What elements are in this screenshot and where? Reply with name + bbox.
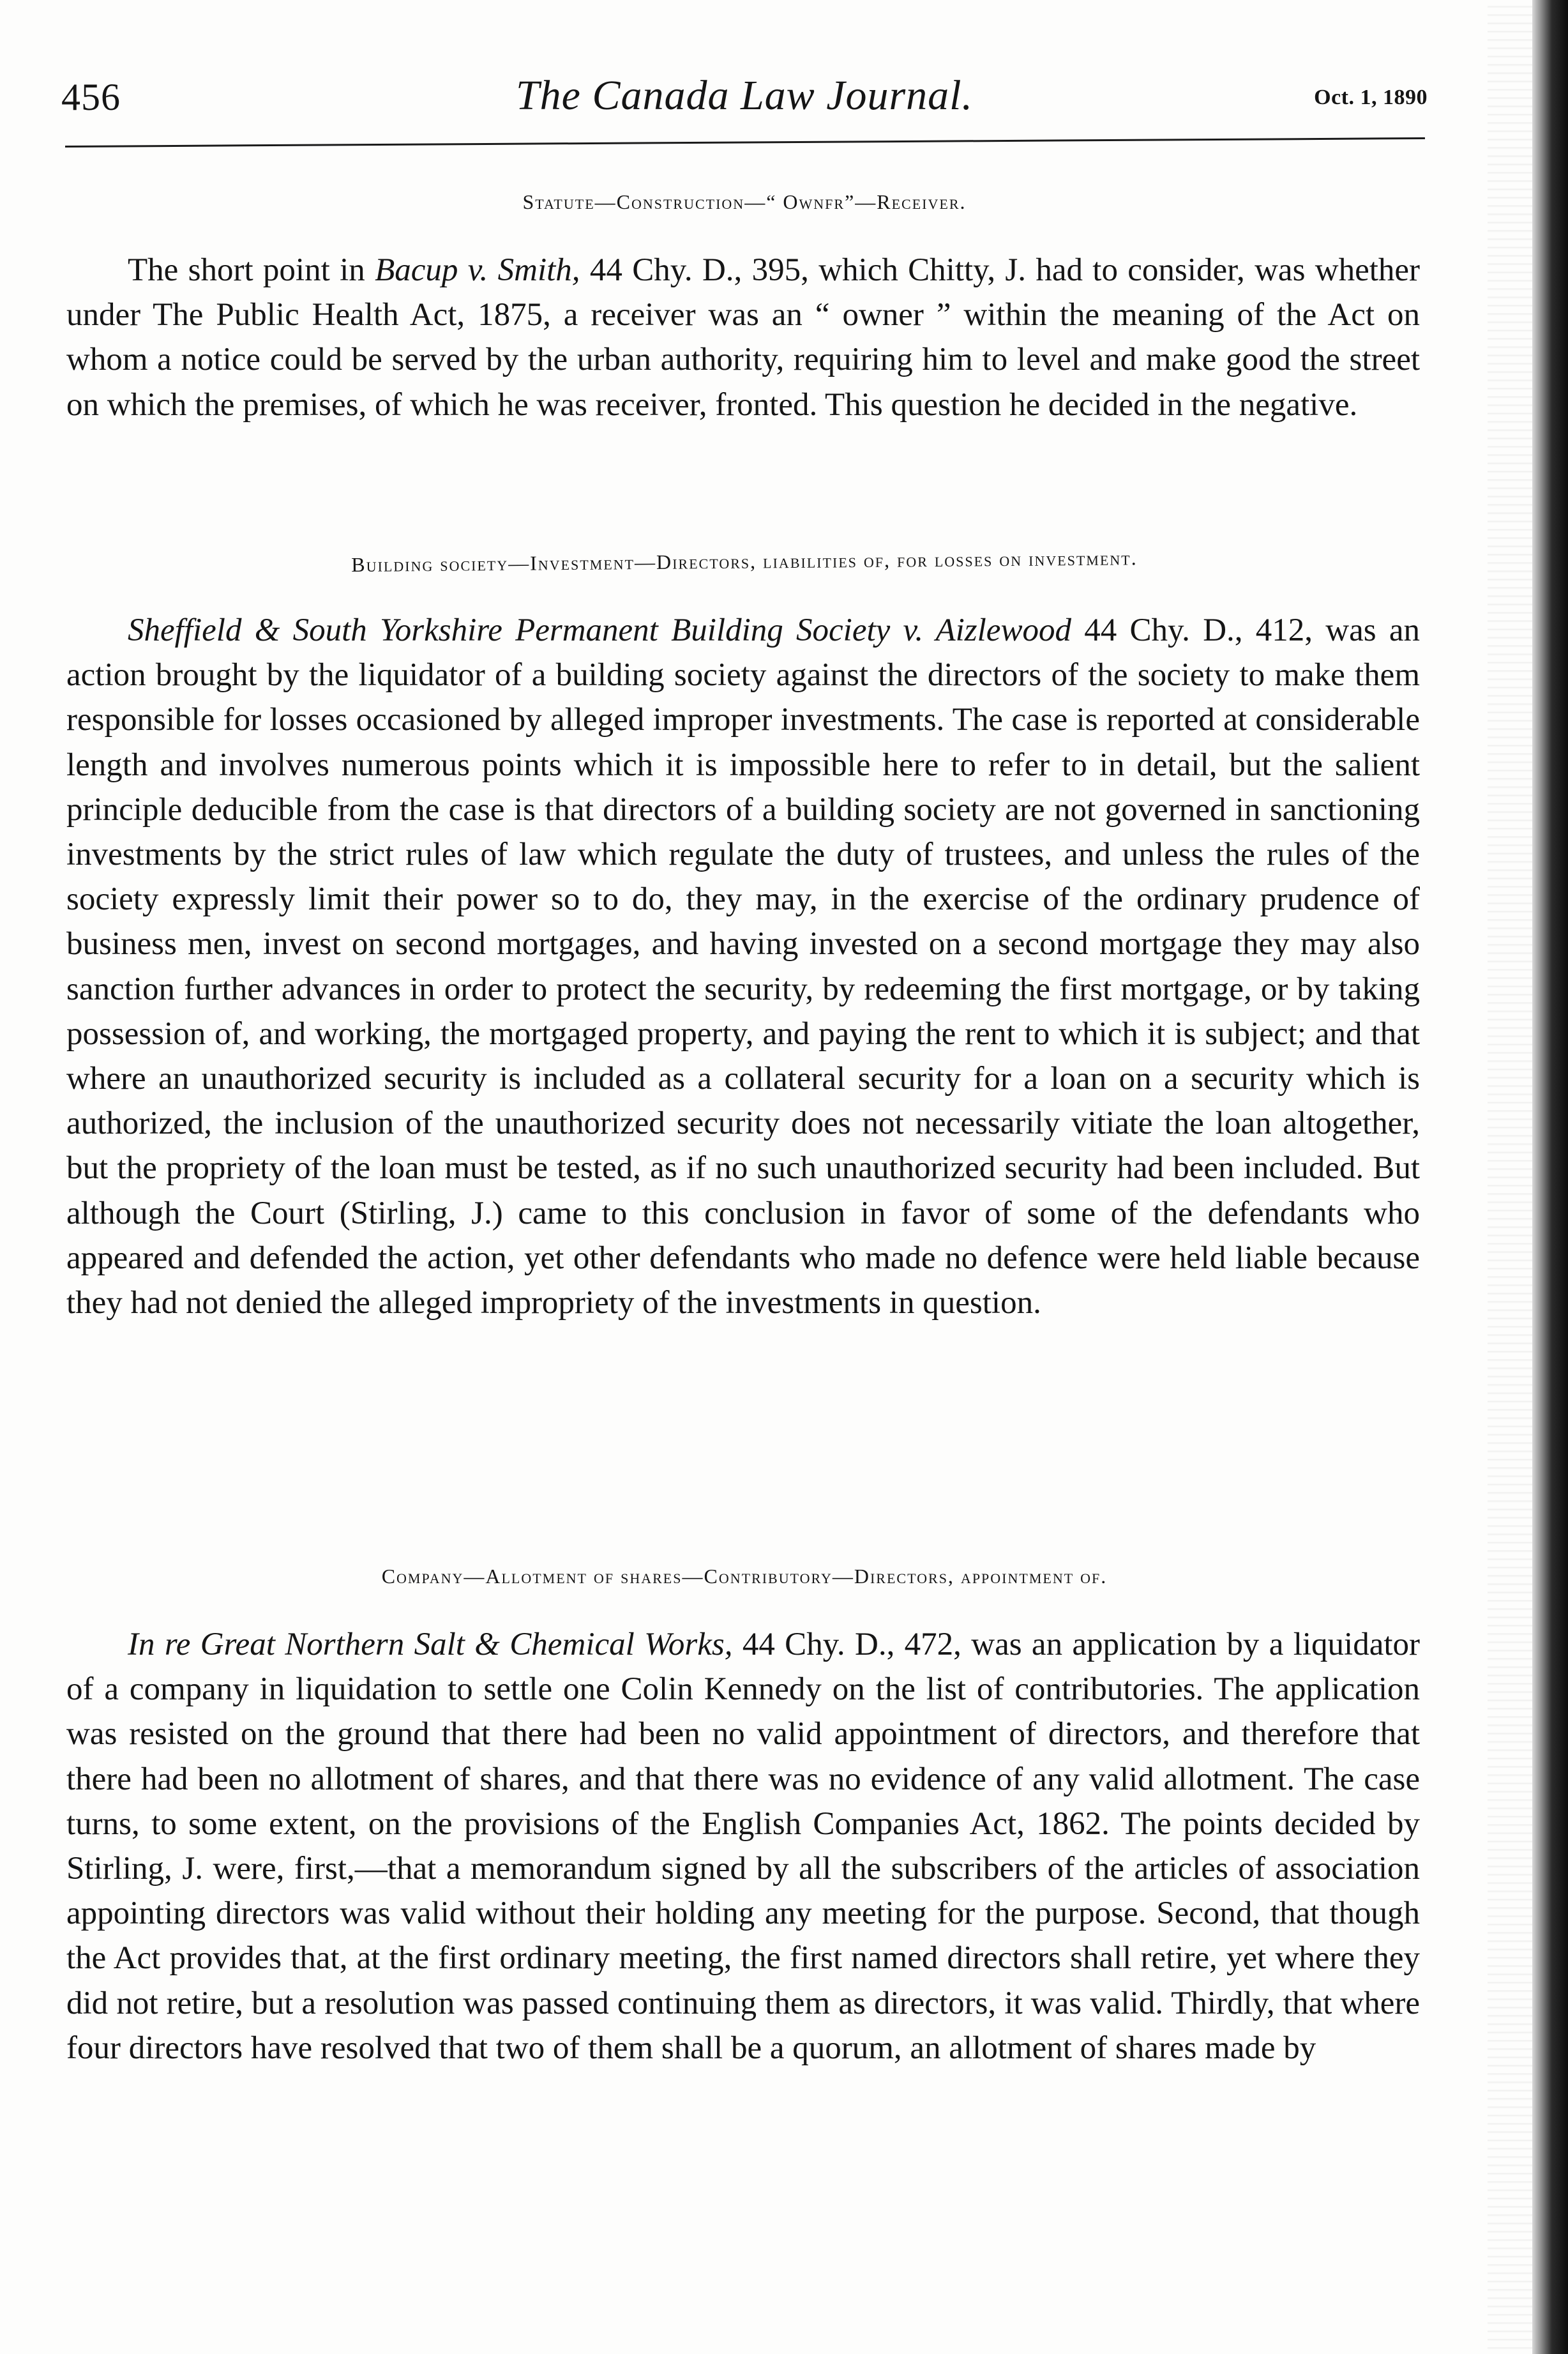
lead-in-text: The short point in bbox=[128, 252, 375, 288]
scan-shadow bbox=[1488, 0, 1532, 2354]
case-name: Bacup v. Smith, bbox=[375, 252, 580, 288]
section-heading-building-society: Building society—Investment—Directors, liabilities of, for losses on investment. bbox=[351, 546, 1138, 577]
article-paragraph-statute bbox=[66, 248, 1420, 427]
paragraph-body: 44 Chy. D., 472, was an application by a liquidator of a company in liquidation to settle one Colin Kennedy on the list of contributories. The application was resisted on the ground that there had been no valid appointment of directors, and therefore that there had been no allotment of shares, and that there was no evidence of any valid allotment. The case turns, to some extent, on the provisions of the English Companies Act, 1862. The points decided by Stirling, J. were, first,—that a memorandum signed by all the subscribers of the articles of association appointing directors was valid without their holding any meeting for the purpose. Second, that though the Act provides that, at the first ordinary meeting, the first named directors shall retire, yet where they did not retire, but a resolution was passed continuing them as directors, it was valid. Thirdly, that where four directors have resolved that two of them shall be a quorum, an allotment of shares made by bbox=[66, 1627, 1420, 2066]
page-header bbox=[61, 72, 1428, 129]
section-heading-company: Company—Allotment of shares—Contributory—Directors, appointment of. bbox=[381, 1565, 1108, 1588]
page-number: 456 bbox=[61, 76, 121, 118]
case-name: In re Great Northern Salt & Chemical Works, bbox=[128, 1627, 733, 1662]
paragraph-body: 44 Chy. D., 412, was an action brought by the liquidator of a building society against the directors of the society to make them responsible for losses occasioned by alleged improper investments. The case is reported at considerable length and involves numerous points which it is impossible here to refer to in detail, but the salient principle deducible from the case is that directors of a building society are not governed in sanctioning investments by the strict rules of law which regulate the duty of trustees, and unless the rules of the society expressly limit their power so to do, they may, in the exercise of the ordinary prudence of business men, invest on second mortgages, and having invested on a second mortgage they may also sanction further advances in order to protect the security, by redeeming the first mortgage, or by taking possession of, and working, the mortgaged property, and paying the rent to which it is subject; and that where an unauthorized security is included as a collateral security for a loan on a security which is authorized, the inclusion of the unauthorized security does not necessarily vitiate the loan altogether, but the propriety of the loan must be tested, as if no such unauthorized security had been included. But although the Court (Stirling, J.) came to this conclusion in favor of some of the defendants who appeared and defended the action, yet other defendants who made no defence were held liable because they had not denied the alleged impropriety of the investments in question. bbox=[66, 612, 1420, 1321]
header-rule bbox=[65, 137, 1425, 148]
article-paragraph-company bbox=[66, 1622, 1420, 2070]
book-binding-edge bbox=[1532, 0, 1568, 2354]
issue-date: Oct. 1, 1890 bbox=[1314, 86, 1428, 109]
section-heading-statute: Statute—Construction—“ Ownfr”—Receiver. bbox=[522, 190, 967, 213]
running-title: The Canada Law Journal. bbox=[515, 72, 974, 119]
article-paragraph-building-society bbox=[66, 608, 1420, 1325]
case-name: Sheffield & South Yorkshire Permanent Building Society v. Aizlewood bbox=[128, 612, 1071, 648]
paragraph-body: 44 Chy. D., 395, which Chitty, J. had to consider, was whether under The Public Health Act, 1875, a receiver was an “ owner ” within the meaning of the Act on whom a notice could be served by the urban authority, requiring him to level and make good the street on which the premises, of which he was receiver, fronted. This question he decided in the negative. bbox=[66, 252, 1420, 423]
